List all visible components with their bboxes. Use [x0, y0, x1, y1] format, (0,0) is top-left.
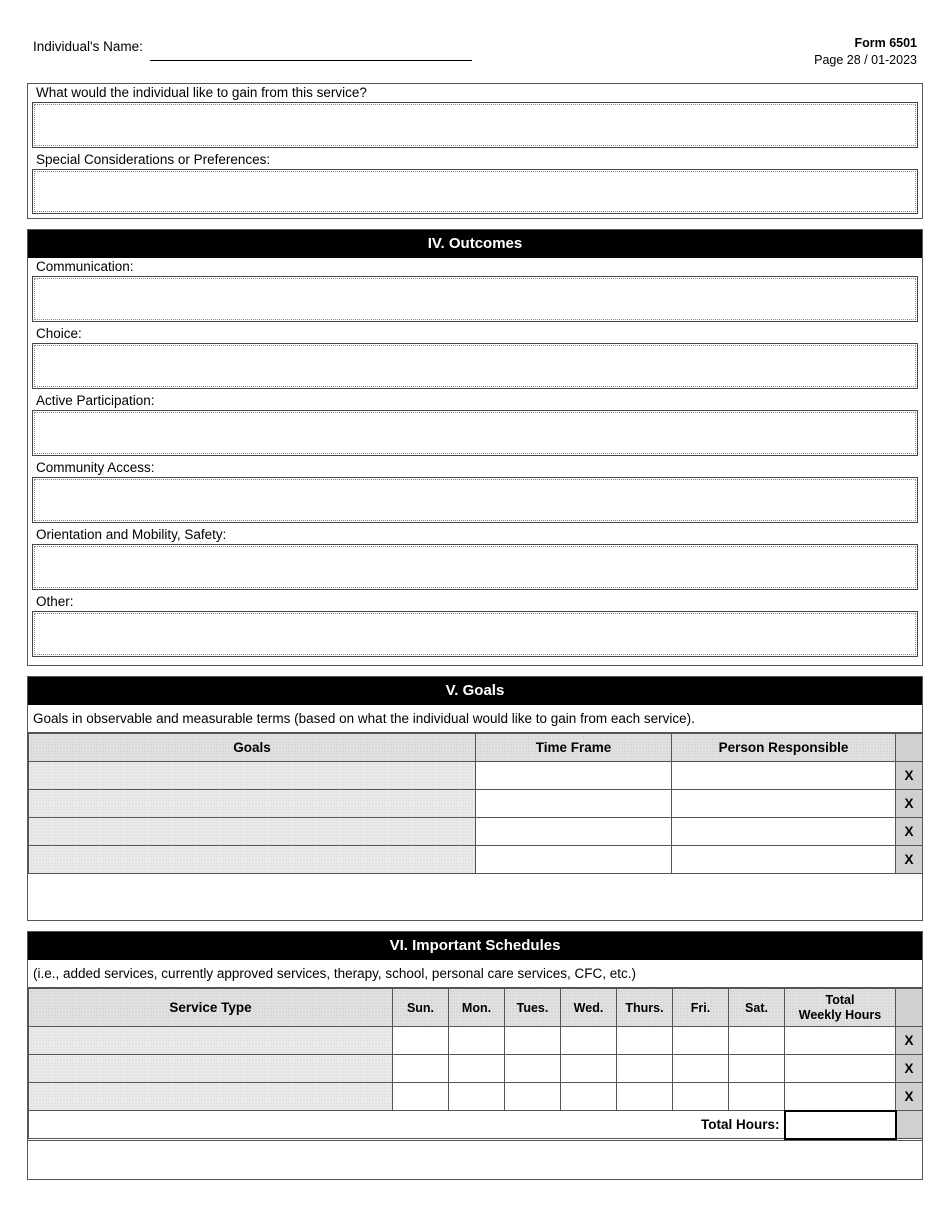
day-hours-cell[interactable]	[673, 1083, 729, 1111]
gain-label: What would the individual like to gain from this service?	[36, 85, 367, 100]
goal-cell[interactable]	[29, 790, 476, 818]
day-hours-cell[interactable]	[617, 1083, 673, 1111]
form-header	[0, 0, 950, 80]
day-hours-cell[interactable]	[449, 1027, 505, 1055]
goals-description: Goals in observable and measurable terms (based on what the individual would like to gain from each service).	[28, 705, 922, 733]
day-hours-cell[interactable]	[505, 1027, 561, 1055]
outcome-label: Other:	[36, 594, 74, 609]
day-hours-cell[interactable]	[729, 1027, 785, 1055]
goal-row	[29, 846, 923, 874]
day-col-header: Wed.	[561, 989, 617, 1027]
schedule-row	[29, 1083, 923, 1111]
individual-name-label: Individual's Name:	[33, 39, 143, 54]
gain-field[interactable]	[32, 102, 918, 148]
individual-name-field[interactable]	[150, 60, 472, 61]
schedules-description: (i.e., added services, currently approved services, therapy, school, personal care services, CFC, etc.)	[28, 960, 922, 988]
delete-row-button[interactable]: X	[896, 818, 923, 846]
goals-col-header: Goals	[29, 734, 476, 762]
delete-col-header	[896, 734, 923, 762]
day-hours-cell[interactable]	[561, 1055, 617, 1083]
outcome-field[interactable]	[32, 410, 918, 456]
day-hours-cell[interactable]	[393, 1083, 449, 1111]
service-type-cell[interactable]	[29, 1027, 393, 1055]
time-frame-cell[interactable]	[476, 818, 672, 846]
outcomes-section	[27, 229, 923, 666]
special-considerations-field[interactable]	[32, 169, 918, 214]
time-frame-cell[interactable]	[476, 846, 672, 874]
total-weekly-line2: Weekly Hours	[798, 1007, 882, 1022]
outcome-field[interactable]	[32, 276, 918, 322]
day-col-header: Sun.	[393, 989, 449, 1027]
delete-row-button[interactable]: X	[896, 762, 923, 790]
total-weekly-hours-col-header	[785, 989, 896, 1027]
day-hours-cell[interactable]	[617, 1027, 673, 1055]
day-hours-cell[interactable]	[673, 1027, 729, 1055]
form-number: Form 6501	[854, 36, 917, 50]
delete-row-button[interactable]: X	[896, 1027, 923, 1055]
total-hours-row	[29, 1111, 923, 1139]
total-weekly-line1: Total	[825, 992, 855, 1007]
schedules-section	[27, 931, 923, 1180]
goals-header-row	[29, 734, 923, 762]
total-hours-spacer	[896, 1111, 923, 1139]
day-col-header: Thurs.	[617, 989, 673, 1027]
goals-section	[27, 676, 923, 921]
outcome-field[interactable]	[32, 477, 918, 523]
special-considerations-label: Special Considerations or Preferences:	[36, 152, 271, 167]
day-hours-cell[interactable]	[505, 1055, 561, 1083]
day-hours-cell[interactable]	[617, 1055, 673, 1083]
delete-row-button[interactable]: X	[896, 1055, 923, 1083]
service-type-cell[interactable]	[29, 1055, 393, 1083]
day-col-header: Mon.	[449, 989, 505, 1027]
goal-row	[29, 818, 923, 846]
goals-blank-area	[28, 874, 922, 922]
schedules-header-row	[29, 989, 923, 1027]
page-info: Page 28 / 01-2023	[814, 53, 917, 67]
outcome-field[interactable]	[32, 343, 918, 389]
day-col-header: Tues.	[505, 989, 561, 1027]
delete-col-header	[896, 989, 923, 1027]
day-hours-cell[interactable]	[729, 1083, 785, 1111]
person-responsible-cell[interactable]	[672, 790, 896, 818]
weekly-hours-cell[interactable]	[785, 1027, 896, 1055]
person-responsible-cell[interactable]	[672, 846, 896, 874]
service-type-cell[interactable]	[29, 1083, 393, 1111]
service-type-col-header: Service Type	[29, 989, 393, 1027]
day-hours-cell[interactable]	[393, 1055, 449, 1083]
delete-row-button[interactable]: X	[896, 1083, 923, 1111]
day-col-header: Fri.	[673, 989, 729, 1027]
schedules-title: VI. Important Schedules	[28, 932, 922, 960]
time-frame-col-header: Time Frame	[476, 734, 672, 762]
total-hours-field[interactable]	[785, 1111, 896, 1139]
schedule-row	[29, 1027, 923, 1055]
day-col-header: Sat.	[729, 989, 785, 1027]
delete-row-button[interactable]: X	[896, 846, 923, 874]
person-responsible-cell[interactable]	[672, 762, 896, 790]
day-hours-cell[interactable]	[505, 1083, 561, 1111]
intro-section	[27, 83, 923, 219]
outcome-label: Active Participation:	[36, 393, 155, 408]
total-hours-label: Total Hours:	[29, 1111, 785, 1139]
outcome-field[interactable]	[32, 544, 918, 590]
goals-title: V. Goals	[28, 677, 922, 705]
outcome-field[interactable]	[32, 611, 918, 657]
schedule-row	[29, 1055, 923, 1083]
time-frame-cell[interactable]	[476, 762, 672, 790]
goal-cell[interactable]	[29, 846, 476, 874]
goal-cell[interactable]	[29, 762, 476, 790]
outcome-label: Community Access:	[36, 460, 155, 475]
schedules-blank-area	[28, 1140, 922, 1180]
goals-table	[28, 733, 923, 874]
day-hours-cell[interactable]	[561, 1027, 617, 1055]
outcomes-title: IV. Outcomes	[28, 230, 922, 258]
day-hours-cell[interactable]	[561, 1083, 617, 1111]
time-frame-cell[interactable]	[476, 790, 672, 818]
day-hours-cell[interactable]	[393, 1027, 449, 1055]
goal-cell[interactable]	[29, 818, 476, 846]
goal-row	[29, 762, 923, 790]
outcome-label: Choice:	[36, 326, 82, 341]
delete-row-button[interactable]: X	[896, 790, 923, 818]
outcome-label: Communication:	[36, 259, 134, 274]
day-hours-cell[interactable]	[449, 1083, 505, 1111]
goal-row	[29, 790, 923, 818]
weekly-hours-cell[interactable]	[785, 1055, 896, 1083]
weekly-hours-cell[interactable]	[785, 1083, 896, 1111]
person-responsible-col-header: Person Responsible	[672, 734, 896, 762]
day-hours-cell[interactable]	[673, 1055, 729, 1083]
person-responsible-cell[interactable]	[672, 818, 896, 846]
day-hours-cell[interactable]	[449, 1055, 505, 1083]
outcome-label: Orientation and Mobility, Safety:	[36, 527, 227, 542]
schedules-table	[28, 988, 923, 1140]
day-hours-cell[interactable]	[729, 1055, 785, 1083]
